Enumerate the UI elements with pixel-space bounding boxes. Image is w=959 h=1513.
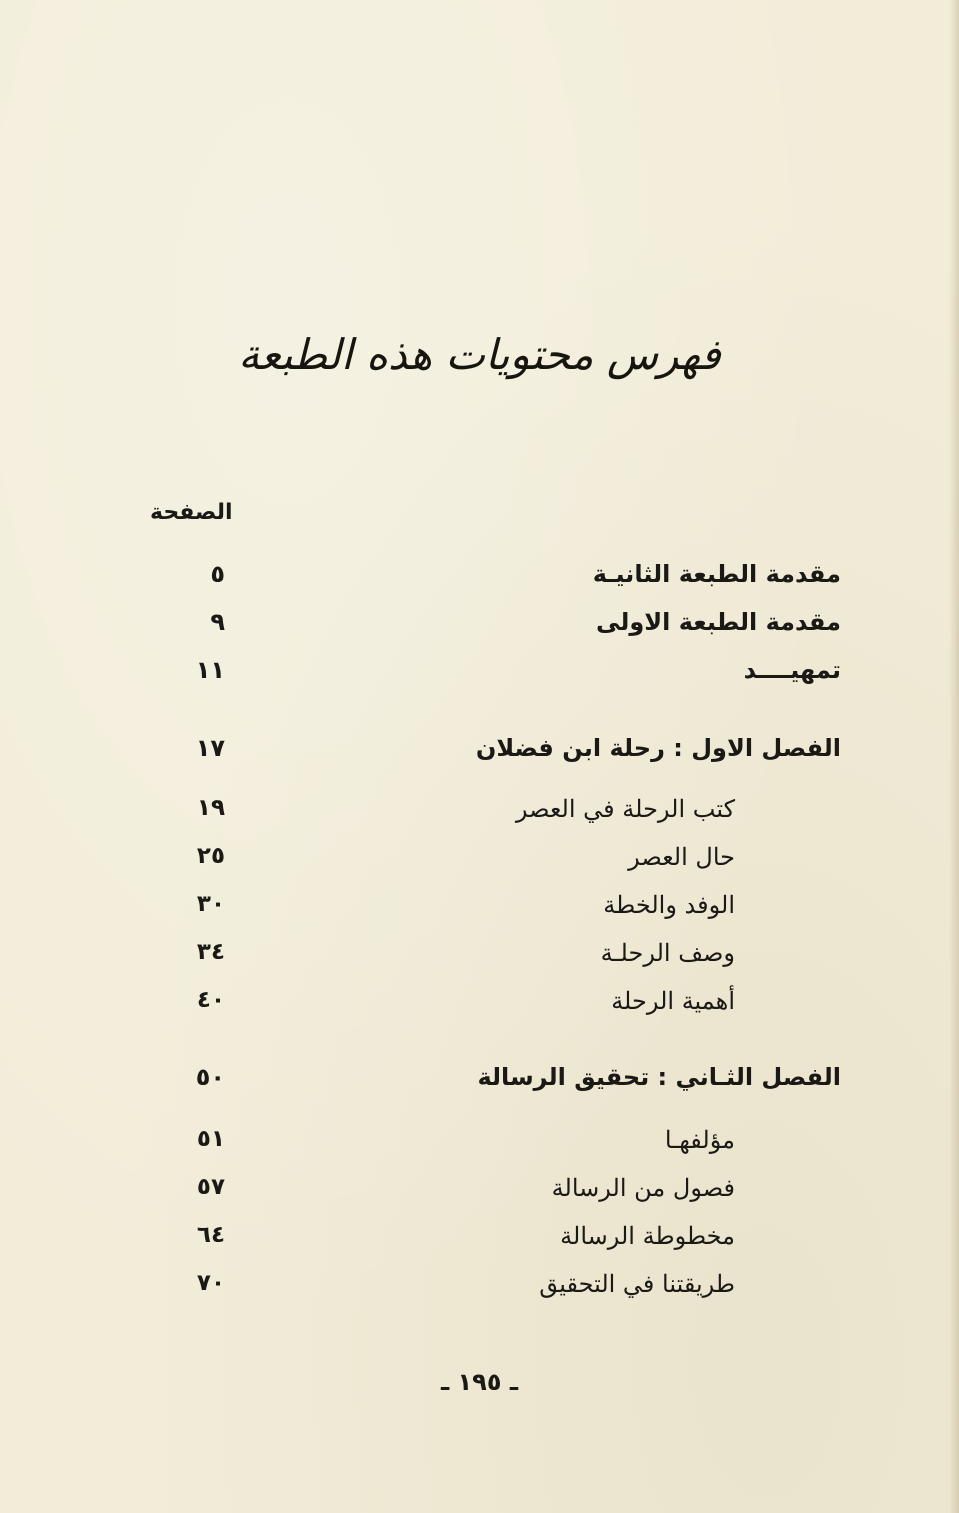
toc-chapter-page: ١٧ — [195, 734, 225, 762]
toc-subentry-label: فصول من الرسالة — [551, 1174, 735, 1202]
toc-subentry — [0, 1174, 959, 1214]
toc-subentry-label: طريقتنا في التحقيق — [539, 1270, 735, 1298]
toc-subentry-page: ١٩ — [196, 795, 225, 821]
toc-subentry-label: أهمية الرحلة — [611, 987, 735, 1015]
toc-entry — [0, 560, 959, 600]
toc-subentry — [0, 891, 959, 931]
toc-entry-label: تمهيــــد — [743, 656, 841, 684]
toc-subentry-page: ٢٥ — [196, 843, 225, 869]
toc-subentry-label: الوفد والخطة — [603, 891, 735, 919]
toc-entry-label: مقدمة الطبعة الثانيـة — [592, 560, 841, 588]
page-title: فهرس محتويات هذه الطبعة — [238, 330, 721, 379]
toc-subentry — [0, 843, 959, 883]
toc-subentry-page: ٦٤ — [196, 1222, 225, 1248]
toc-subentry-page: ٣٠ — [196, 891, 225, 917]
toc-subentry-label: وصف الرحلـة — [600, 939, 735, 967]
toc-subentry — [0, 939, 959, 979]
toc-subentry — [0, 1126, 959, 1166]
toc-chapter — [0, 1063, 959, 1103]
toc-chapter-page: ٥٠ — [195, 1063, 225, 1091]
toc-entry-page: ١١ — [195, 656, 225, 684]
toc-subentry-page: ٧٠ — [196, 1270, 225, 1296]
page-column-header: الصفحة — [150, 500, 233, 525]
toc-subentry-label: مؤلفهـا — [664, 1126, 735, 1154]
toc-entry-page: ٥ — [210, 560, 225, 588]
toc-chapter — [0, 734, 959, 774]
toc-subentry-page: ٣٤ — [196, 939, 225, 965]
toc-subentry — [0, 1270, 959, 1310]
toc-subentry-page: ٥١ — [196, 1126, 225, 1152]
toc-subentry — [0, 1222, 959, 1262]
toc-subentry-page: ٤٠ — [196, 987, 225, 1013]
toc-entry — [0, 656, 959, 696]
toc-subentry-label: مخطوطة الرسالة — [560, 1222, 735, 1250]
toc-entry — [0, 608, 959, 648]
toc-subentry — [0, 987, 959, 1027]
toc-subentry — [0, 795, 959, 835]
toc-subentry-page: ٥٧ — [196, 1174, 225, 1200]
toc-chapter-label: الفصل الثـاني : تحقيق الرسالة — [477, 1063, 841, 1091]
toc-subentry-label: حال العصر — [628, 843, 735, 871]
page-number: ـ ١٩٥ ـ — [440, 1368, 519, 1396]
toc-subentry-label: كتب الرحلة في العصر — [515, 795, 735, 823]
toc-entry-label: مقدمة الطبعة الاولى — [596, 608, 841, 636]
toc-chapter-label: الفصل الاول : رحلة ابن فضلان — [475, 734, 841, 762]
toc-entry-page: ٩ — [210, 608, 225, 636]
